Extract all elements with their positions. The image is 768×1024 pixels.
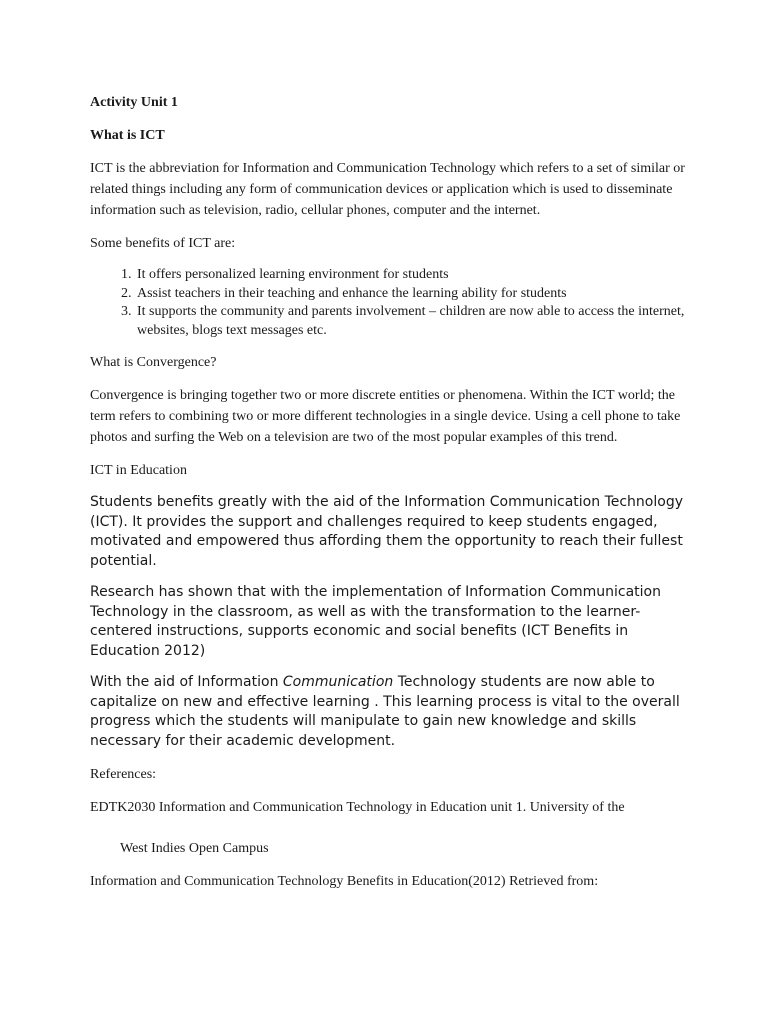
references-heading: References:	[90, 767, 157, 782]
benefits-intro: Some benefits of ICT are:	[90, 236, 236, 251]
benefits-list	[90, 266, 690, 340]
convergence-paragraph: Convergence is bringing together two or more discrete entities or phenomena. Within the ICT world; the term refers to combining two or more different technologies in a single device. Using a cell phone to take photos and surfing the Web on a television are two of the most popular examples of this trend.	[90, 388, 681, 445]
section-heading-what-is-ict: What is ICT	[90, 128, 165, 143]
document-title: Activity Unit 1	[90, 95, 178, 110]
education-p3-start: With the aid of Information	[90, 674, 283, 690]
education-p3-italic: Communication	[282, 674, 394, 690]
convergence-heading: What is Convergence?	[90, 355, 217, 370]
education-paragraph-1: Students benefits greatly with the aid of the Information Communication Technology (ICT). It provides the support and challenges required to keep students engaged, motivated and empowered thus affording them the opportunity to reach their fullest potential.	[90, 494, 683, 569]
education-paragraph-3	[90, 673, 690, 751]
ict-definition-paragraph: ICT is the abbreviation for Information and Communication Technology which refers to a set of similar or related things including any form of communication devices or application which is used to disseminate information such as television, radio, cellular phones, computer and the internet.	[90, 161, 685, 218]
education-p3-end: Technology students are now able to capitalize on new and effective learning . This learning process is vital to the overall progress which the students will manipulate to gain new knowledge and skills necessary for their academic development.	[90, 674, 680, 749]
list-item: 1. It offers personalized learning environment for students	[135, 266, 690, 285]
list-item: 3. It supports the community and parents involvement – children are now able to access the internet, websites, blogs text messages etc.	[135, 303, 690, 340]
reference-2: Information and Communication Technology Benefits in Education(2012) Retrieved from:	[90, 874, 599, 889]
education-paragraph-2: Research has shown that with the implementation of Information Communication Technology in the classroom, as well as with the transformation to the learner-centered instructions, supports economic and social benefits (ICT Benefits in Education 2012)	[90, 584, 661, 659]
reference-1-line-1: EDTK2030 Information and Communication Technology in Education unit 1. University of the	[90, 800, 625, 815]
reference-1-line-2: West Indies Open Campus	[120, 841, 269, 856]
document-page	[90, 92, 690, 892]
education-heading: ICT in Education	[90, 463, 187, 478]
list-item: 2. Assist teachers in their teaching and enhance the learning ability for students	[135, 285, 690, 304]
